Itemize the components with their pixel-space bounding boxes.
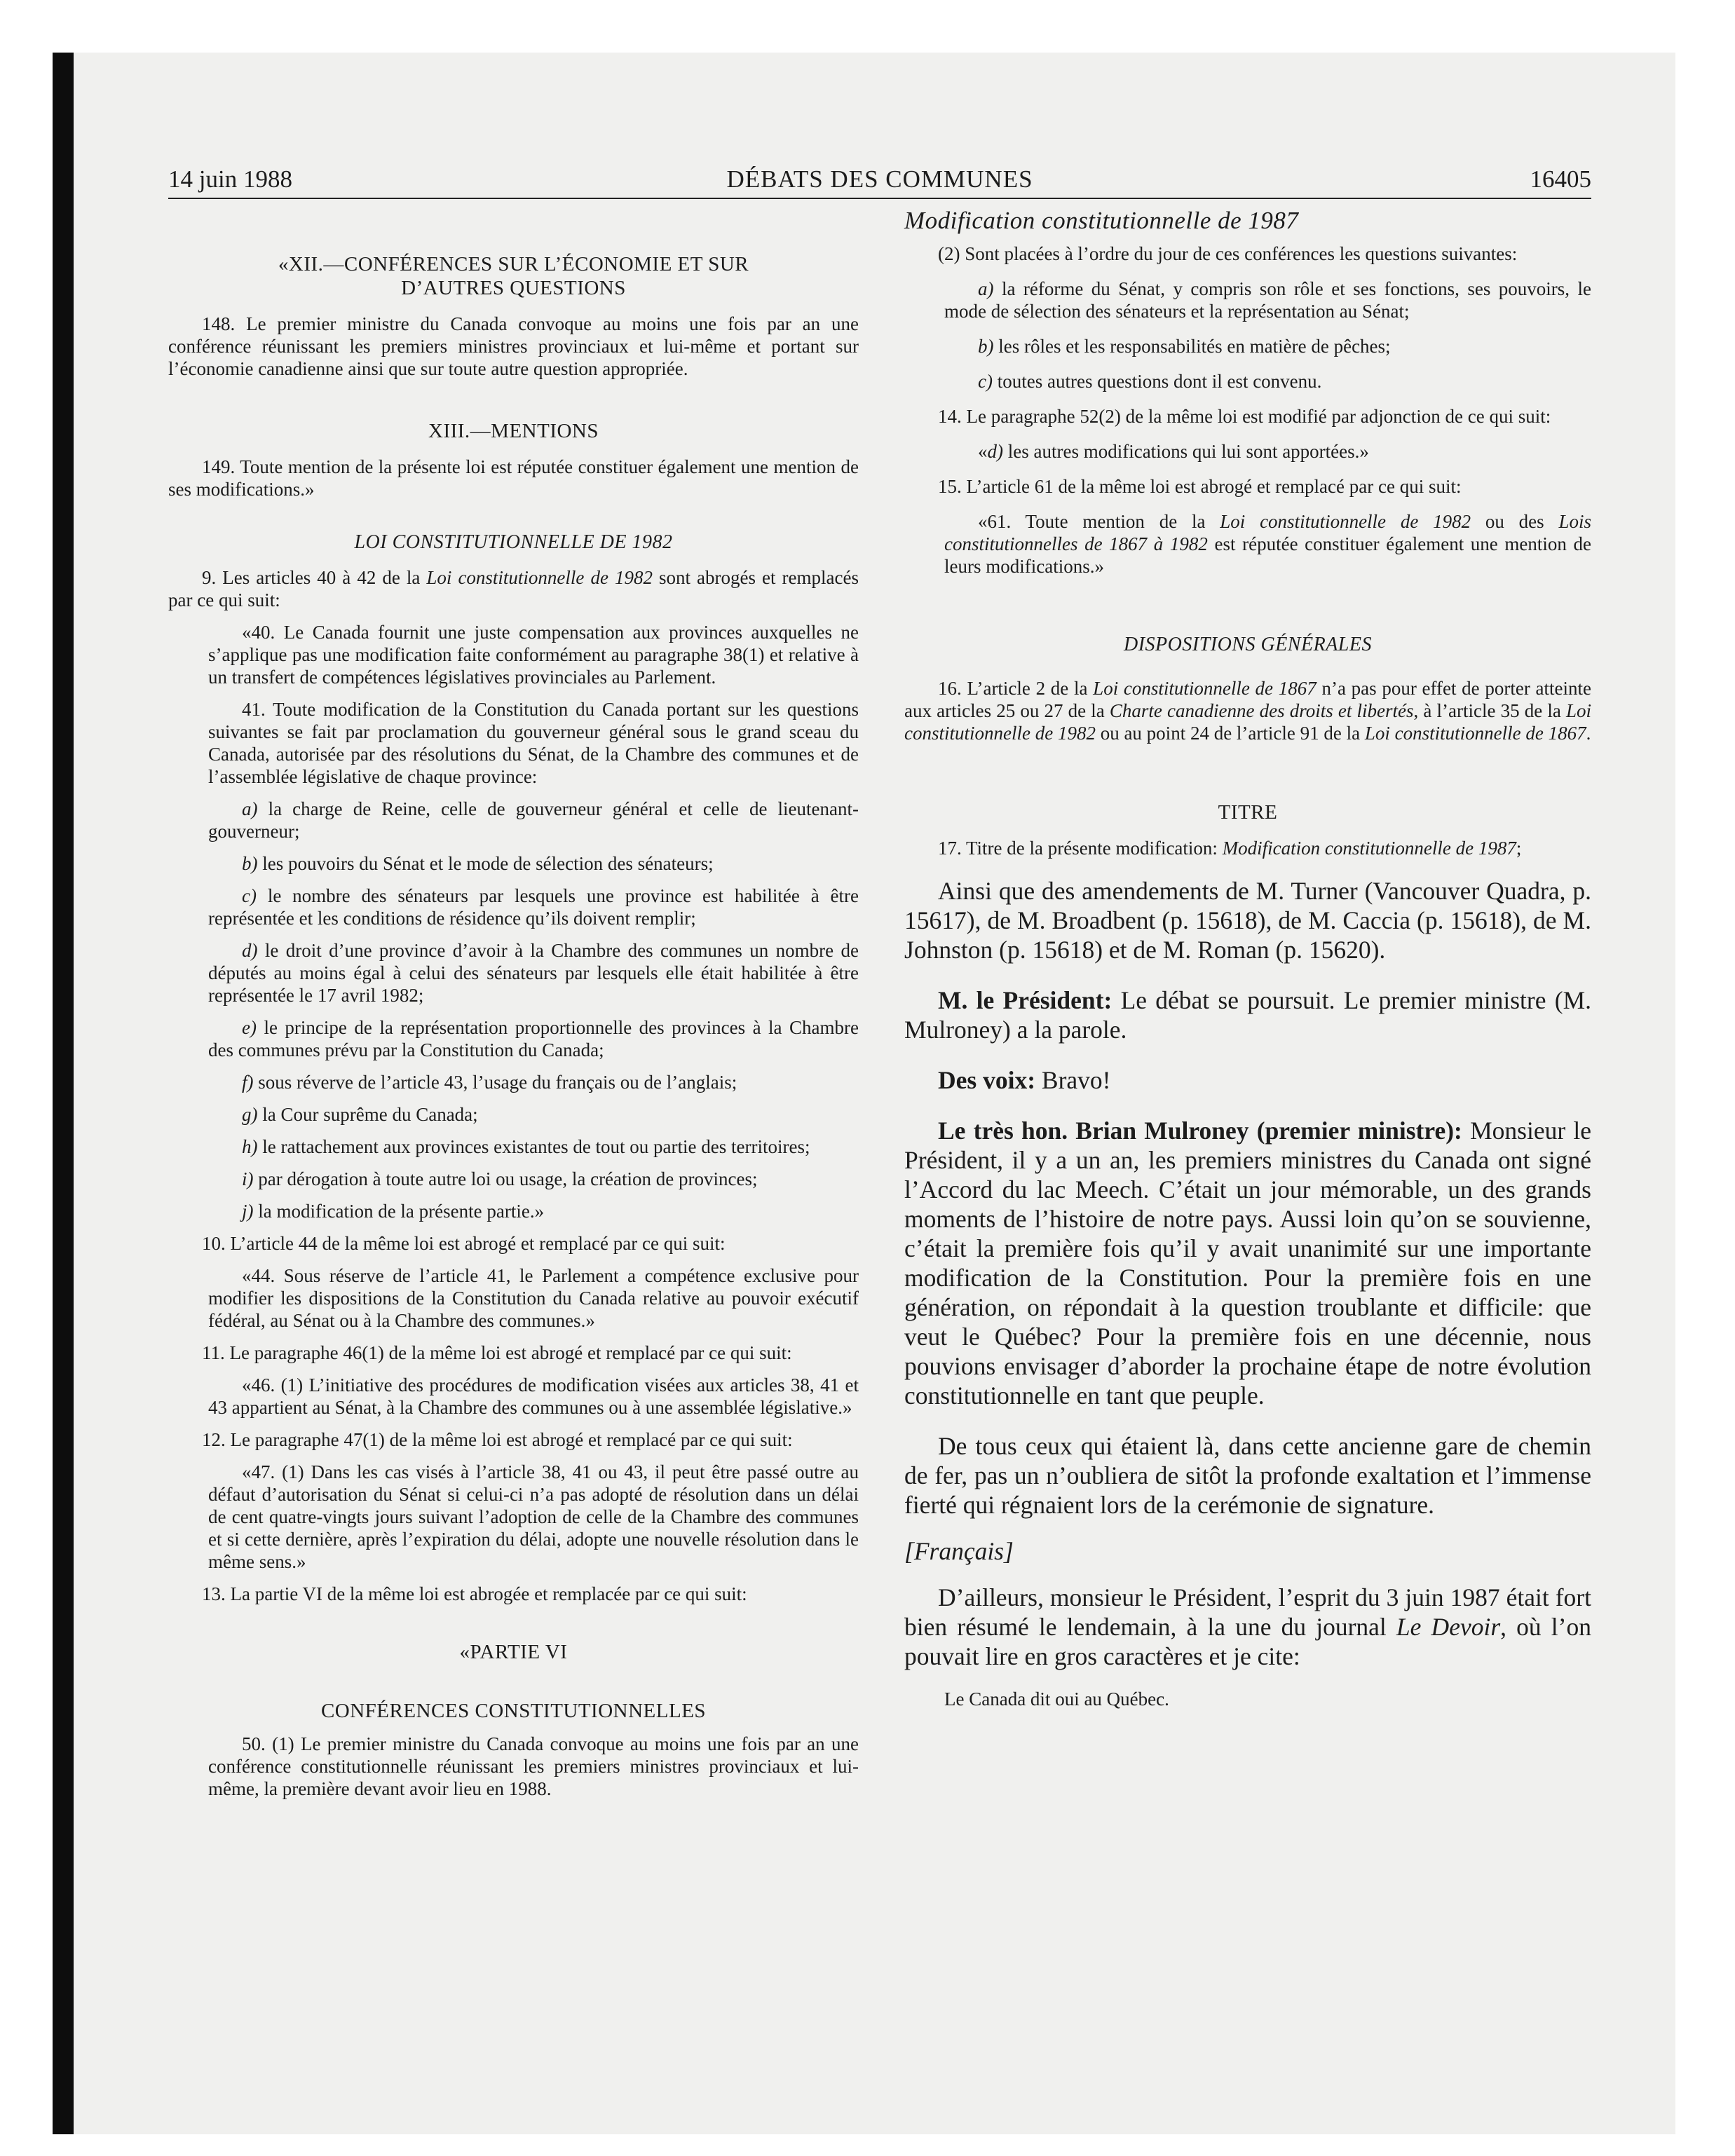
clause-15: 15. L’article 61 de la même loi est abrogé et remplacé par ce qui suit: xyxy=(938,476,1462,497)
binding-edge xyxy=(53,53,74,2134)
agenda-item: b) les rôles et les responsabilités en matière de pêches; xyxy=(978,336,1391,357)
running-subtitle: Modification constitutionnelle de 1987 xyxy=(904,207,1299,234)
enumerated-item: f) sous réverve de l’article 43, l’usage du français ou de l’anglais; xyxy=(242,1072,737,1093)
clause-9: 9. Les articles 40 à 42 de la Loi constitutionnelle de 1982 sont abrogés et remplacés par ce qui suit: xyxy=(168,567,859,610)
enumerated-item: d) le droit d’une province d’avoir à la Chambre des communes un nombre de députés au moins égal à celui des sénateurs par lesquels elle était habilitée à être représentée le 17 avril 1982; xyxy=(208,940,859,1006)
left-column xyxy=(168,203,859,1800)
amendments-paragraph: Ainsi que des amendements de M. Turner (Vancouver Quadra, p. 15617), de M. Broadbent (p. 15618), de M. Caccia (p. 15618), de M. Johnston (p. 15618) et de M. Roman (p. 15620). xyxy=(904,877,1591,964)
heading-titre: TITRE xyxy=(1218,801,1278,824)
heading-loi-1982: LOI CONSTITUTIONNELLE DE 1982 xyxy=(354,531,673,553)
clause-11: 11. Le paragraphe 46(1) de la même loi est abrogé et remplacé par ce qui suit: xyxy=(202,1342,792,1363)
enumerated-item: b) les pouvoirs du Sénat et le mode de sélection des sénateurs; xyxy=(242,853,714,874)
speaker-name: Des voix: xyxy=(938,1066,1036,1094)
running-head xyxy=(168,163,1591,196)
heading-xii: «XII.—CONFÉRENCES SUR L’ÉCONOMIE ET SUR D’AUTRES QUESTIONS xyxy=(278,253,749,299)
enumerated-item: j) la modification de la présente partie.» xyxy=(242,1201,545,1222)
speaker-name: M. le Président: xyxy=(938,986,1113,1014)
enumerated-item: a) la charge de Reine, celle de gouverneur général et celle de lieutenant-gouverneur; xyxy=(208,798,859,842)
article-47: «47. (1) Dans les cas visés à l’article 38, 41 ou 43, il peut être passé outre au défaut d’autorisation du Sénat si celui-ci n’a pas adopté de résolution dans un délai de cent quatre-vingts jours suivant l’adoption de celle de la Chambre des communes et si cette dernière, après l’expiration du délai, adopte une nouvelle résolution dans le même sens.» xyxy=(208,1461,859,1572)
agenda-item: c) toutes autres questions dont il est convenu. xyxy=(978,371,1322,392)
right-column xyxy=(904,203,1591,1710)
header-title: DÉBATS DES COMMUNES xyxy=(726,165,1033,193)
clause-13: 13. La partie VI de la même loi est abrogée et remplacée par ce qui suit: xyxy=(202,1583,747,1604)
speech-voices: Des voix: Bravo! xyxy=(938,1066,1111,1094)
language-marker: [Français] xyxy=(904,1537,1014,1565)
heading-dispositions: DISPOSITIONS GÉNÉRALES xyxy=(1124,634,1372,655)
paragraph-2: (2) Sont placées à l’ordre du jour de ces conférences les questions suivantes: xyxy=(938,243,1518,264)
enumerated-item: g) la Cour suprême du Canada; xyxy=(242,1104,478,1125)
article-61: «61. Toute mention de la Loi constitutionnelle de 1982 ou des Lois constitutionnelles de 1867 à 1982 est réputée constituer également une mention de leurs modifications.» xyxy=(944,511,1591,577)
heading-partie-vi: «PARTIE VI xyxy=(459,1641,568,1663)
clause-12: 12. Le paragraphe 47(1) de la même loi est abrogé et remplacé par ce qui suit: xyxy=(202,1429,793,1450)
quoted-headline: Le Canada dit oui au Québec. xyxy=(944,1688,1169,1710)
header-date: 14 juin 1988 xyxy=(168,165,292,193)
speech-president: M. le Président: Le débat se poursuit. Le premier ministre (M. Mulroney) a la parole. xyxy=(904,986,1592,1044)
speech-mulroney: Le très hon. Brian Mulroney (premier ministre): Monsieur le Président, il y a un an, les premiers ministres du Canada ont signé l’Accord du lac Meech. C’était un jour mémorable, un des grands moments de l’histoire de notre pays. Aussi loin qu’on se souvienne, c’était la première fois qu’il y avait unanimité sur une importante modification de la Constitution. Pour la première fois en une génération, on répondait à la question troublante et difficile: que veut le Québec? Pour la première fois en une décennie, nous pouvions envisager d’aborder la prochaine étape de notre évolution constitutionnelle en tant que peuple. xyxy=(904,1117,1591,1410)
paragraph-gare: De tous ceux qui étaient là, dans cette ancienne gare de chemin de fer, pas un n’oubliera de sitôt la profonde exaltation et l’immense fierté qui régnaient lors de la cerémonie de signature. xyxy=(904,1432,1591,1519)
article-41-items xyxy=(168,798,859,1222)
header-rule xyxy=(168,198,1591,199)
clause-14: 14. Le paragraphe 52(2) de la même loi est modifié par adjonction de ce qui suit: xyxy=(938,406,1551,427)
article-148: 148. Le premier ministre du Canada convoque au moins une fois par an une conférence réunissant les premiers ministres provinciaux et lui-même et portant sur l’économie canadienne ainsi que sur toute autre question appropriée. xyxy=(168,313,859,379)
clause-10: 10. L’article 44 de la même loi est abrogé et remplacé par ce qui suit: xyxy=(202,1233,726,1254)
article-50: 50. (1) Le premier ministre du Canada convoque au moins une fois par an une conférence constitutionnelle réunissant les premiers ministres provinciaux et lui-même, la première devant avoir lieu en 1988. xyxy=(208,1733,859,1799)
paragraph-2-items xyxy=(904,278,1591,393)
item-d: «d) les autres modifications qui lui sont apportées.» xyxy=(978,441,1369,462)
agenda-item: a) la réforme du Sénat, y compris son rôle et ses fonctions, ses pouvoirs, le mode de sélection des sénateurs et la représentation au Sénat; xyxy=(944,278,1591,322)
enumerated-item: i) par dérogation à toute autre loi ou usage, la création de provinces; xyxy=(242,1168,758,1189)
enumerated-item: h) le rattachement aux provinces existantes de tout ou partie des territoires; xyxy=(242,1136,810,1157)
clause-16: 16. L’article 2 de la Loi constitutionnelle de 1867 n’a pas pour effet de porter atteinte aux articles 25 ou 27 de la Charte canadienne des droits et libertés, à l’article 35 de la Loi constitutionnelle de 1982 ou au point 24 de l’article 91 de la Loi constitutionnelle de 1867. xyxy=(904,678,1591,744)
enumerated-item: c) le nombre des sénateurs par lesquels une province est habilitée à être représentée et les conditions de résidence qu’ils doivent remplir; xyxy=(208,885,859,929)
heading-xiii: XIII.—MENTIONS xyxy=(428,420,599,442)
paragraph-dailleurs: D’ailleurs, monsieur le Président, l’esprit du 3 juin 1987 était fort bien résumé le lendemain, à la une du journal Le Devoir, où l’on pouvait lire en gros caractères et je cite: xyxy=(904,1583,1591,1670)
article-40: «40. Le Canada fournit une juste compensation aux provinces auxquelles ne s’applique pas une modification faite conformément au paragraphe 38(1) et relative à un transfert de compétences législatives provinciales au Parlement. xyxy=(208,622,859,688)
heading-conferences: CONFÉRENCES CONSTITUTIONNELLES xyxy=(320,1700,707,1722)
enumerated-item: e) le principe de la représentation proportionnelle des provinces à la Chambre des communes prévu par la Constitution du Canada; xyxy=(208,1017,859,1060)
article-41: 41. Toute modification de la Constitution du Canada portant sur les questions suivantes se fait par proclamation du gouverneur général sous le grand sceau du Canada, autorisée par des résolutions du Sénat, de la Chambre des communes et de l’assemblée législative de chaque province: xyxy=(208,699,859,787)
speaker-name: Le très hon. Brian Mulroney (premier ministre): xyxy=(938,1117,1462,1145)
article-46: «46. (1) L’initiative des procédures de modification visées aux articles 38, 41 et 43 appartient au Sénat, à la Chambre des communes ou à une assemblée législative.» xyxy=(208,1374,859,1418)
clause-17: 17. Titre de la présente modification: Modification constitutionnelle de 1987; xyxy=(938,838,1522,859)
article-44: «44. Sous réserve de l’article 41, le Parlement a compétence exclusive pour modifier les dispositions de la Constitution du Canada relative au pouvoir exécutif fédéral, au Sénat ou à la Chambre des communes.» xyxy=(208,1265,859,1331)
article-149: 149. Toute mention de la présente loi est réputée constituer également une mention de ses modifications.» xyxy=(168,456,859,500)
page-number: 16405 xyxy=(1530,165,1591,193)
